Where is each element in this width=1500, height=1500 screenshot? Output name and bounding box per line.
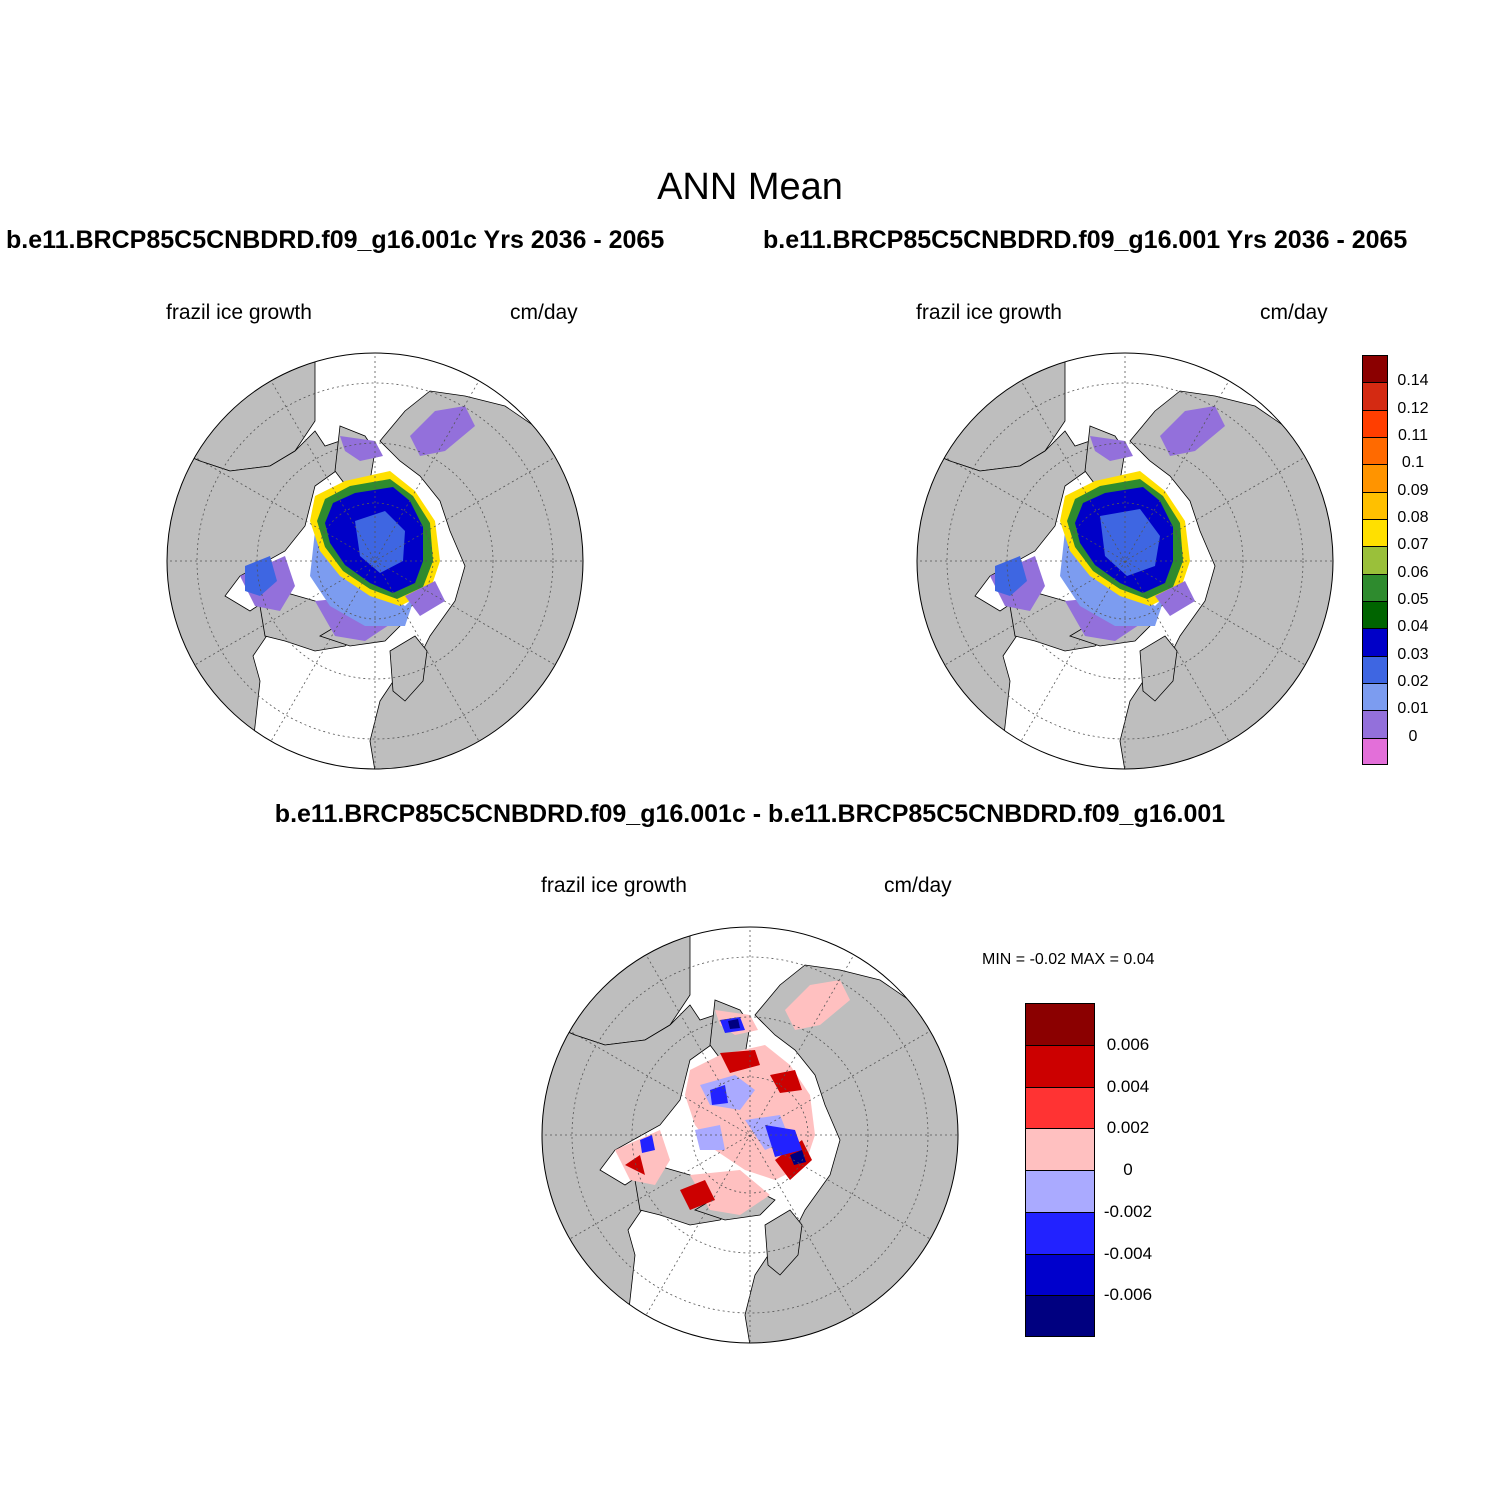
diff-colorbar-cell <box>1025 1254 1095 1296</box>
colorbar-tick-label: 0.01 <box>1397 700 1429 718</box>
diff-colorbar-tick-label: 0 <box>1123 1160 1133 1179</box>
frazil-colorbar-cell <box>1362 355 1388 382</box>
diff-polar-map <box>540 925 960 1345</box>
right-panel-title: b.e11.BRCP85C5CNBDRD.f09_g16.001 Yrs 2036 - 2065 <box>763 226 1408 254</box>
frazil-colorbar-cell <box>1362 574 1388 601</box>
diff-colorbar-cell <box>1025 1128 1095 1170</box>
colorbar-tick-label: 0.05 <box>1397 591 1429 608</box>
diff-minmax-label: MIN = -0.02 MAX = 0.04 <box>982 951 1155 968</box>
frazil-colorbar <box>1362 355 1388 765</box>
diff-colorbar-cell <box>1025 1003 1095 1045</box>
diff-colorbar-tick-label: -0.004 <box>1103 1243 1153 1263</box>
diff-colorbar-cell <box>1025 1170 1095 1212</box>
frazil-colorbar-cell <box>1362 410 1388 437</box>
diff-colorbar-tick-label: -0.002 <box>1103 1201 1153 1221</box>
frazil-colorbar-cell <box>1362 546 1388 573</box>
colorbar-tick-label: 0.11 <box>1398 427 1428 444</box>
frazil-colorbar-cell <box>1362 492 1388 519</box>
frazil-colorbar-cell <box>1362 710 1388 737</box>
diff-variable-label: frazil ice growth <box>541 874 687 897</box>
colorbar-tick-label: 0.14 <box>1397 372 1429 390</box>
colorbar-tick-label: 0.1 <box>1401 454 1425 472</box>
diff-colorbar-tick-label: 0.004 <box>1106 1076 1150 1096</box>
frazil-colorbar-cell <box>1362 464 1388 491</box>
colorbar-tick-label: 0.09 <box>1397 481 1429 499</box>
diff-colorbar <box>1025 1003 1095 1337</box>
diff-colorbar-cell <box>1025 1212 1095 1254</box>
colorbar-tick-label: 0 <box>1408 727 1418 745</box>
right-variable-label: frazil ice growth <box>916 301 1062 324</box>
frazil-colorbar-cell <box>1362 437 1388 464</box>
left-units-label: cm/day <box>510 301 578 324</box>
diff-colorbar-tick-label: 0.002 <box>1106 1118 1150 1138</box>
main-title: ANN Mean <box>657 166 843 208</box>
frazil-colorbar-cell <box>1362 656 1388 683</box>
colorbar-tick-label: 0.03 <box>1397 645 1429 663</box>
frazil-colorbar-cell <box>1362 382 1388 409</box>
left-panel-title: b.e11.BRCP85C5CNBDRD.f09_g16.001c Yrs 2036 - 2065 <box>6 226 665 254</box>
left-variable-label: frazil ice growth <box>166 301 312 324</box>
frazil-colorbar-cell <box>1362 601 1388 628</box>
diff-colorbar-tick-label: 0.006 <box>1106 1034 1150 1054</box>
frazil-colorbar-cell <box>1362 628 1388 655</box>
right-polar-map <box>915 351 1335 771</box>
colorbar-tick-label: 0.04 <box>1397 618 1429 636</box>
frazil-colorbar-cell <box>1362 738 1388 765</box>
diff-panel-title: b.e11.BRCP85C5CNBDRD.f09_g16.001c - b.e11.BRCP85C5CNBDRD.f09_g16.001 <box>274 800 1226 828</box>
frazil-colorbar-cell <box>1362 683 1388 710</box>
diff-units-label: cm/day <box>884 874 952 897</box>
diff-colorbar-tick-label: -0.006 <box>1103 1285 1153 1305</box>
diff-colorbar-cell <box>1025 1295 1095 1337</box>
right-units-label: cm/day <box>1260 301 1328 324</box>
frazil-colorbar-cell <box>1362 519 1388 546</box>
colorbar-tick-label: 0.02 <box>1397 673 1429 690</box>
colorbar-tick-label: 0.08 <box>1397 509 1429 526</box>
diff-colorbar-cell <box>1025 1087 1095 1129</box>
left-polar-map <box>165 351 585 771</box>
colorbar-tick-label: 0.12 <box>1397 399 1429 417</box>
colorbar-tick-label: 0.07 <box>1397 536 1429 554</box>
diff-colorbar-cell <box>1025 1045 1095 1087</box>
colorbar-tick-label: 0.06 <box>1397 563 1429 581</box>
